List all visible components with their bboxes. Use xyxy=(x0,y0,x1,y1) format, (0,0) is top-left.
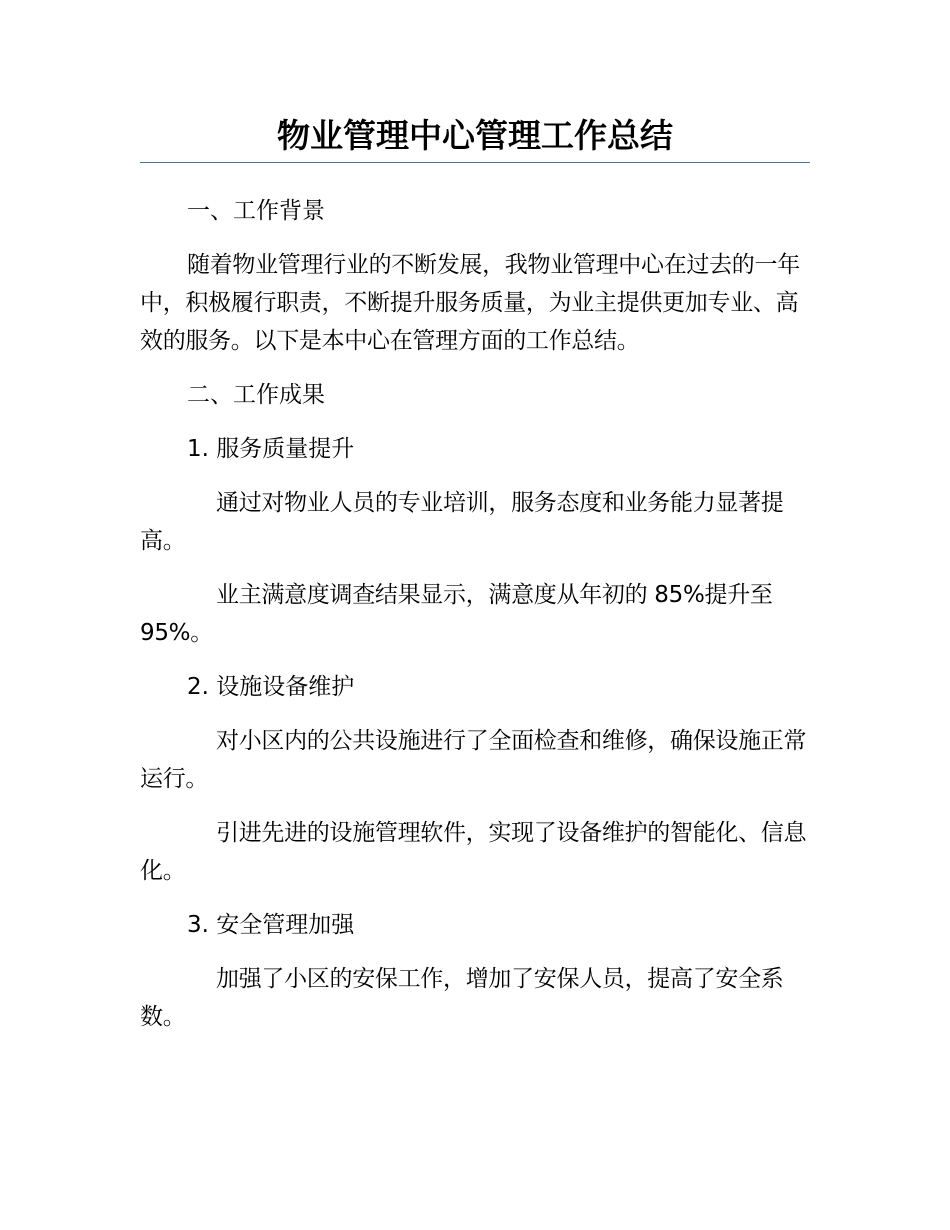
item-point-satisfaction: 业主满意度调查结果显示，满意度从年初的 85%提升至 95%。 xyxy=(140,582,773,646)
page-title: 物业管理中心管理工作总结 xyxy=(277,116,673,155)
item-heading-facility-maintenance: 2. 设施设备维护 xyxy=(187,674,355,700)
section-heading-background: 一、工作背景 xyxy=(187,198,325,224)
section-heading-results: 二、工作成果 xyxy=(187,382,325,408)
section-background-paragraph: 随着物业管理行业的不断发展，我物业管理中心在过去的一年中，积极履行职责，不断提升服务质量，为业主提供更加专业、高效的服务。以下是本中心在管理方面的工作总结。 xyxy=(140,252,800,354)
item-point-guards: 加强了小区的安保工作，增加了安保人员，提高了安全系数。 xyxy=(140,966,784,1030)
document-body xyxy=(140,192,812,1052)
item-point-training: 通过对物业人员的专业培训，服务态度和业务能力显著提高。 xyxy=(140,490,784,554)
title-underline xyxy=(140,162,810,163)
item-point-software: 引进先进的设施管理软件，实现了设备维护的智能化、信息化。 xyxy=(140,820,807,884)
item-heading-service-quality: 1. 服务质量提升 xyxy=(187,436,355,462)
item-point-inspection: 对小区内的公共设施进行了全面检查和维修，确保设施正常运行。 xyxy=(140,728,807,792)
item-heading-security: 3. 安全管理加强 xyxy=(187,912,355,938)
